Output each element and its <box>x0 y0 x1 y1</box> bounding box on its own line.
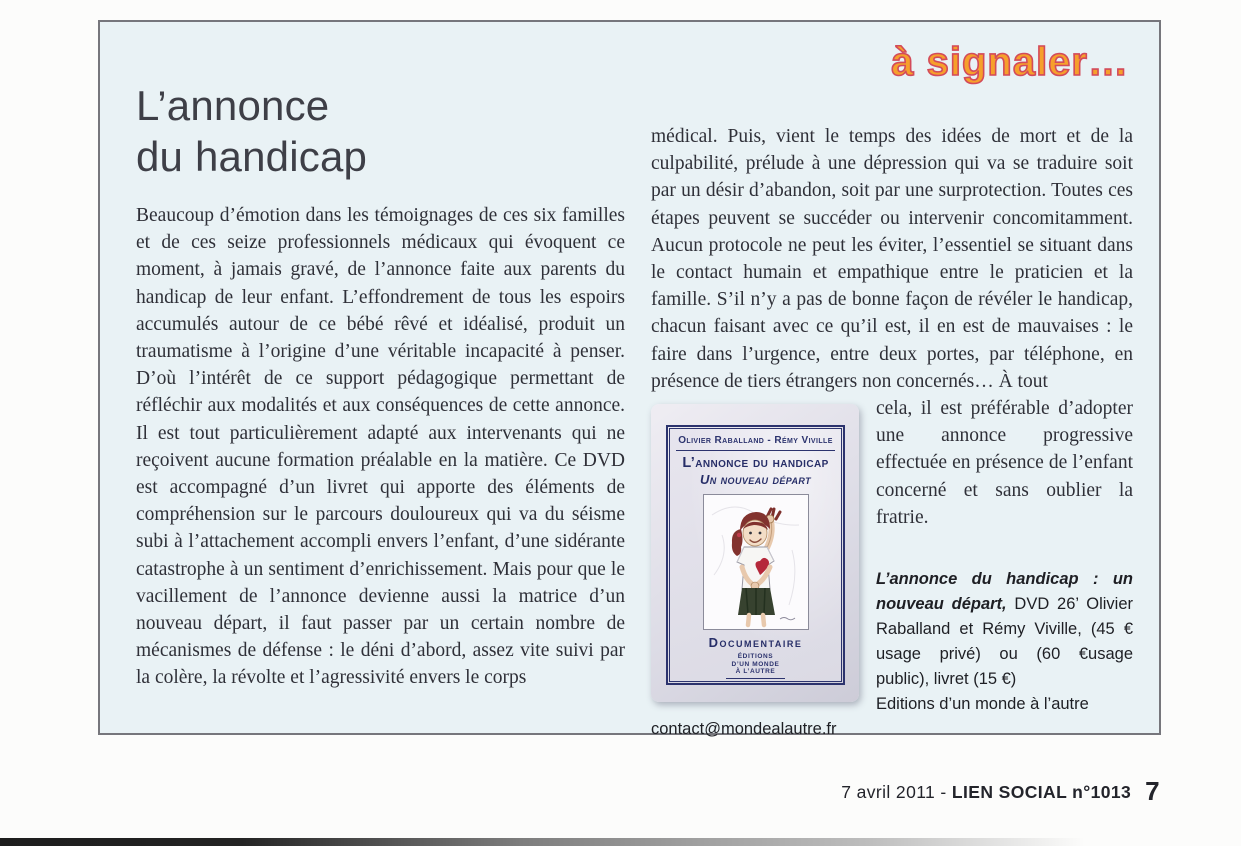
dvd-cover-authors: Olivier Raballand - Rémy Viville <box>676 435 835 451</box>
dvd-cover-publisher-logo <box>726 653 786 679</box>
footer-page-number: 7 <box>1145 776 1160 806</box>
caption-title: L’annonce du handicap : un nouveau départ, <box>876 570 1133 614</box>
article-panel <box>98 20 1161 739</box>
article-title-line1: L’annonce <box>136 82 330 129</box>
dvd-cover-subtitle: Un nouveau départ <box>699 472 812 488</box>
left-column <box>136 202 625 692</box>
section-label: à signaler… <box>891 40 1129 84</box>
left-column-text: Beaucoup d’émotion dans les témoignages de ces six familles et de ces seize professionnels médicaux qui évoquent ce moment, à jamais gravé, de l’annonce faite aux parents du handicap de leur enfant. L’effondrement de tous les espoirs accumulés autour de ce bébé rêvé et idéalisé, produit un traumatisme à l’origine d’une véritable incapacité à penser. D’où l’intérêt de ce support pédagogique permettant de réfléchir aux modalités et aux conséquences de cette annonce. Il est tout particulièrement adapté aux intervenants qui ne reçoivent aucune formation préalable en la matière. Ce DVD est accompagné d’un livret qui apporte des éléments de compréhension sur le parcours douloureux qui va du séisme subi à l’attachement accompli envers l’enfant, d’une sidérante catastrophe à un sentiment d’enrichissement. Mais pour que le vacillement de l’annonce devienne aussi la matrice d’un nouveau départ, il faut passer par un certain nombre de mécanismes de défense : le déni d’abord, assez vite suivi par la colère, la révolte et l’agressivité envers le corps <box>136 205 625 689</box>
dvd-cover-inner <box>669 428 842 682</box>
footer-date: 7 avril 2011 - <box>841 782 952 802</box>
caption-details: DVD 26’ Olivier Raballand et Rémy Viville, (45 € usage privé) ou (60 €usage public), livret (15 €) <box>876 595 1133 689</box>
dvd-cover-frame <box>666 425 845 685</box>
right-column-text-wrap: cela, il est préférable d’adopter une annonce progressive effectuée en présence de l’enfant concerné et sans oublier la fratrie. <box>876 398 1133 528</box>
dvd-cover <box>651 404 859 702</box>
article-title-line2: du handicap <box>136 133 368 180</box>
dvd-publisher-line3: À L’AUTRE <box>735 668 776 676</box>
right-column-text-top: médical. Puis, vient le temps des idées de mort et de la culpabilité, prélude à une dépression qui va se traduire soit par un désir d’abandon, soit par une surprotection. Toutes ces étapes peuvent se succéder ou intervenir concomitamment. Aucun protocole ne peut les éviter, l’essentiel se situant dans le contact humain et empathique entre le praticien et la famille. S’il n’y a pas de bonne façon de révéler le handicap, chacun faisant avec ce qu’il est, il en est de mauvaises : le faire dans l’urgence, entre deux portes, par téléphone, en présence de tiers étrangers non concernés… À tout <box>651 126 1133 392</box>
dvd-publisher-line1: ÉDITIONS <box>737 653 774 661</box>
scan-edge-artifact <box>0 838 1085 846</box>
dvd-cover-title: L’annonce du handicap <box>682 455 829 472</box>
dvd-cover-genre: Documentaire <box>708 635 803 651</box>
caption-email: contact@mondealautre.fr <box>651 720 837 739</box>
dvd-cover-illustration <box>703 494 809 630</box>
right-column <box>651 123 1133 742</box>
caption-publisher: Editions d’un monde à l’autre <box>876 695 1089 714</box>
page-footer <box>841 776 1160 807</box>
dvd-publisher-line2: D’UN MONDE <box>731 660 780 668</box>
girl-illustration-image <box>704 495 808 629</box>
footer-journal-name: LIEN SOCIAL n°1013 <box>951 782 1132 802</box>
article-title <box>136 80 367 182</box>
